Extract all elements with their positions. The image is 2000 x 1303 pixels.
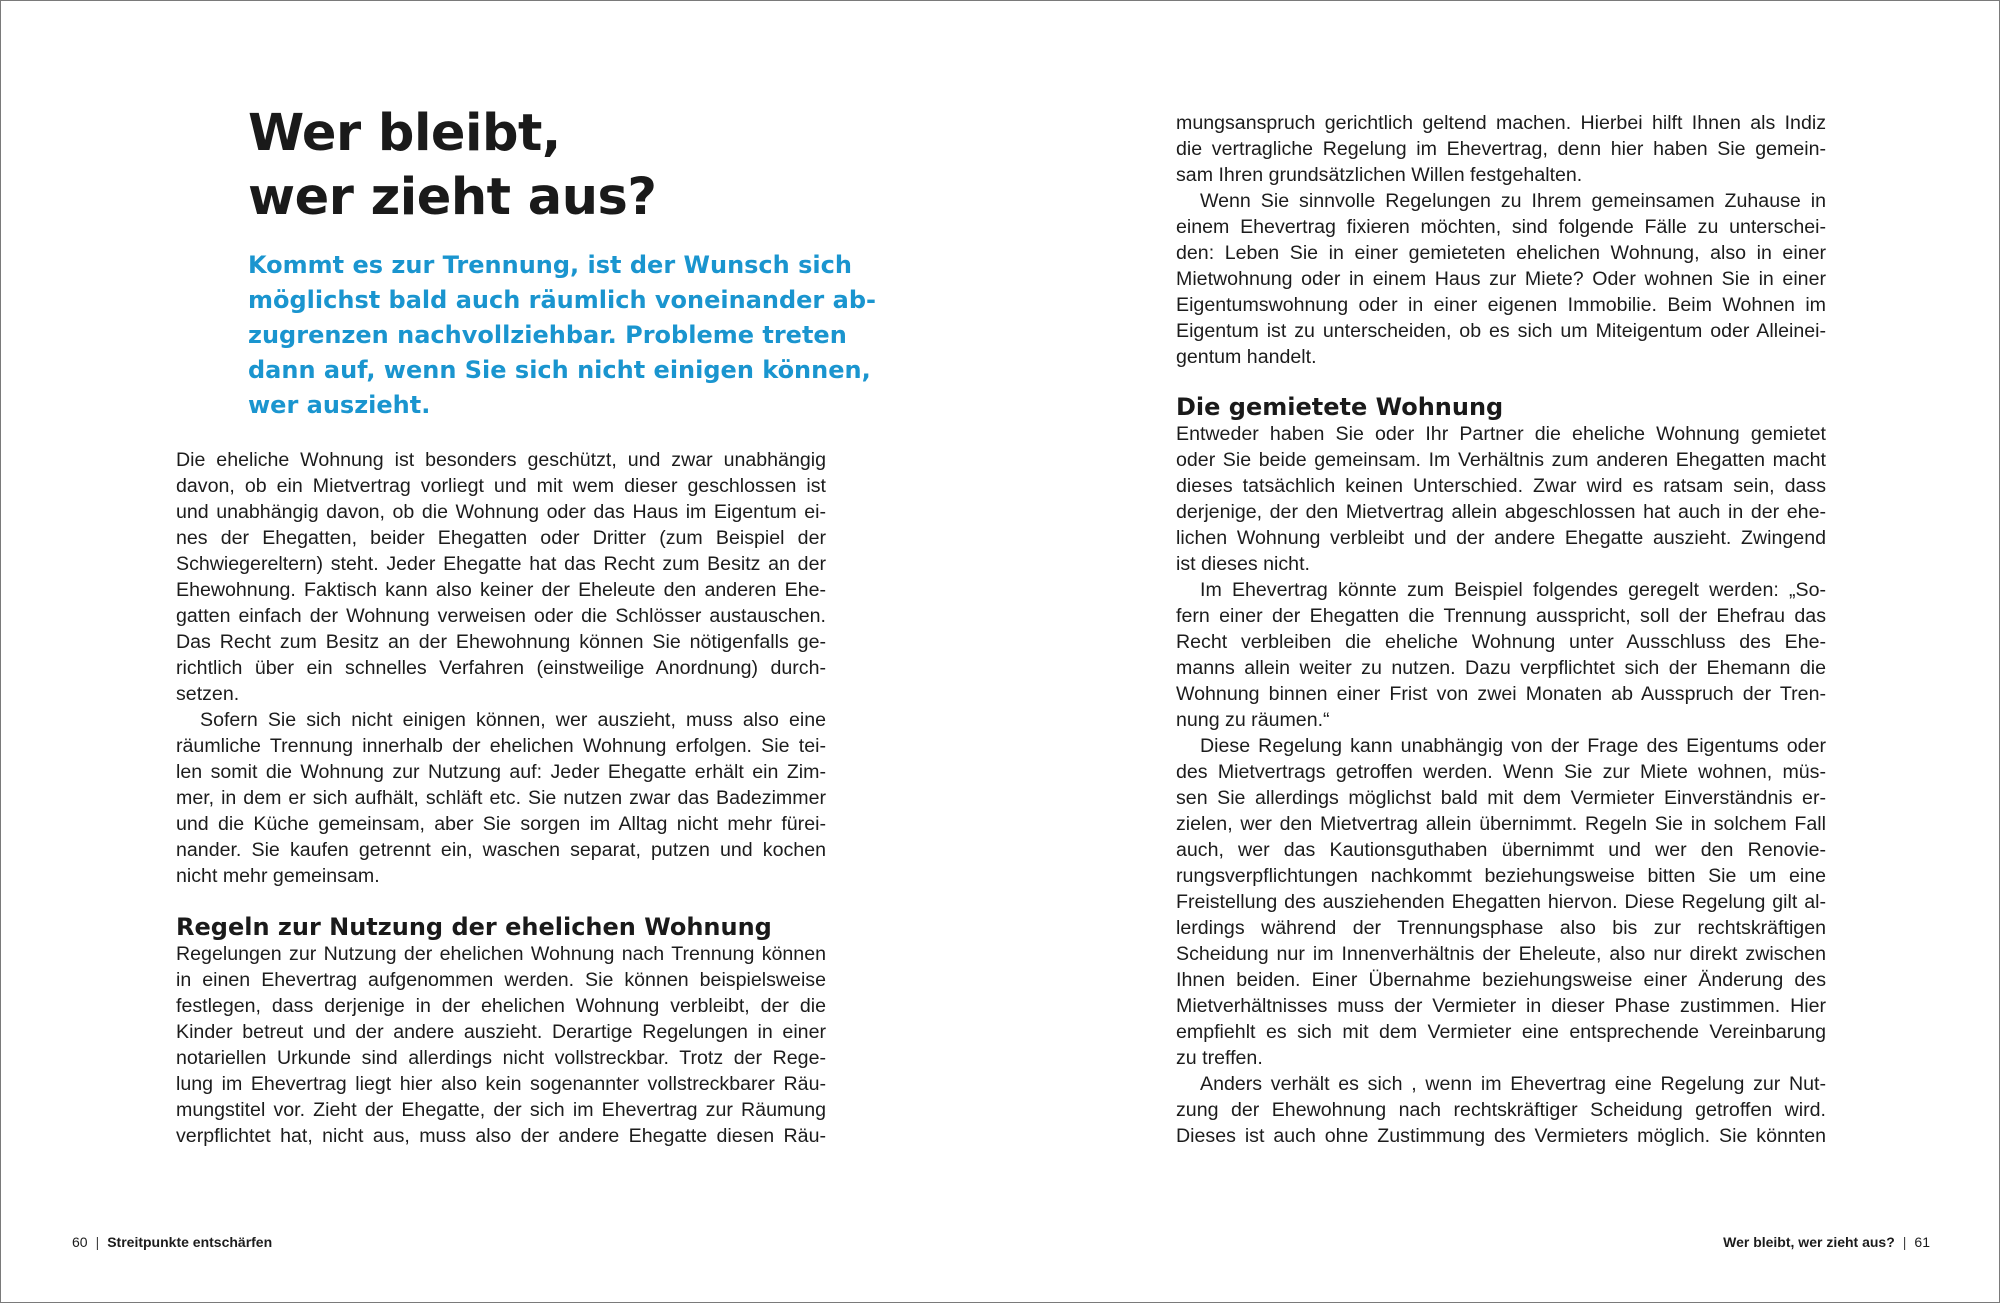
footer-separator: | [95, 1234, 100, 1250]
footer-section-title: Streitpunkte entschärfen [107, 1234, 273, 1250]
text-line: einem Ehevertrag fixieren möchten, sind folgende Fälle zu unterschei- [1176, 216, 1826, 238]
text-line: Wenn Sie sinnvolle Regelungen zu Ihrem gemeinsamen Zuhause in [1200, 190, 1826, 212]
text-line: derjenige, der den Mietvertrag allein abgeschlossen hat auch in der ehe- [1176, 501, 1826, 523]
lead-paragraph [248, 248, 876, 423]
text-line: sam Ihren grundsätzlichen Willen festgehalten. [1176, 164, 1583, 186]
text-line: mungstitel vor. Zieht der Ehegatte, der sich im Ehevertrag zur Räumung [176, 1099, 826, 1121]
lead-line: Kommt es zur Trennung, ist der Wunsch sich [248, 251, 852, 279]
left-footer [72, 1232, 272, 1252]
lead-line: dann auf, wenn Sie sich nicht einigen können, [248, 356, 871, 384]
text-line: len somit die Wohnung zur Nutzung auf: Jeder Ehegatte erhält ein Zim- [176, 761, 826, 783]
page-number: 60 [72, 1234, 88, 1250]
text-line: verpflichtet hat, nicht aus, muss also der andere Ehegatte diesen Räu- [176, 1125, 826, 1147]
text-line: Diese Regelung kann unabhängig von der Frage des Eigentums oder [1200, 735, 1826, 757]
footer-section-title: Wer bleibt, wer zieht aus? [1723, 1234, 1895, 1250]
text-line: zung der Ehewohnung nach rechtskräftiger Scheidung getroffen wird. [1176, 1099, 1826, 1121]
text-line: empfiehlt es sich mit dem Vermieter eine entsprechende Vereinbarung [1176, 1021, 1826, 1043]
chapter-title [248, 102, 868, 230]
text-line: oder Sie beide gemeinsam. Im Verhältnis zum anderen Ehegatten macht [1176, 449, 1826, 471]
text-line: gentum handelt. [1176, 346, 1317, 368]
text-line: Wohnung binnen einer Frist von zwei Monaten ab Ausspruch der Tren- [1176, 683, 1826, 705]
footer-separator: | [1902, 1234, 1907, 1250]
body-paragraph [176, 447, 826, 707]
text-line: auch, wer das Kautionsguthaben übernimmt und wer den Renovie- [1176, 839, 1826, 861]
text-line: Ehewohnung. Faktisch kann also keiner der Eheleute den anderen Ehe- [176, 579, 826, 601]
text-line: die vertragliche Regelung im Ehevertrag, denn hier haben Sie gemein- [1176, 138, 1826, 160]
text-line: den: Leben Sie in einer gemieteten ehelichen Wohnung, also in einer [1176, 242, 1826, 264]
text-line: davon, ob ein Mietvertrag vorliegt und mit wem dieser geschlossen ist [176, 475, 826, 497]
text-line: Die eheliche Wohnung ist besonders geschützt, und zwar unabhängig [176, 449, 826, 471]
text-line: des Mietvertrags getroffen werden. Wenn Sie zur Miete wohnen, müs- [1176, 761, 1826, 783]
right-footer [1723, 1232, 1930, 1252]
text-line: zu treffen. [1176, 1047, 1263, 1069]
text-line: Scheidung nur im Innenverhältnis der Eheleute, also nur direkt zwischen [1176, 943, 1826, 965]
body-paragraph [1176, 110, 1826, 188]
text-line: nung zu räumen.“ [1176, 709, 1330, 731]
text-line: Dieses ist auch ohne Zustimmung des Vermieters möglich. Sie könnten [1176, 1125, 1826, 1147]
text-line: festlegen, dass derjenige in der ehelichen Wohnung verbleibt, der die [176, 995, 826, 1017]
text-line: Mietverhältnisses muss der Vermieter in dieser Phase zustimmen. Hier [1176, 995, 1826, 1017]
spacer [1176, 370, 1826, 393]
body-paragraph [1176, 1071, 1826, 1149]
text-line: Entweder haben Sie oder Ihr Partner die eheliche Wohnung gemietet [1176, 423, 1826, 445]
text-line: dieses tatsächlich keinen Unterschied. Zwar wird es ratsam sein, dass [1176, 475, 1826, 497]
title-line: Wer bleibt, [248, 104, 561, 163]
text-line: ist dieses nicht. [1176, 553, 1310, 575]
body-paragraph [176, 707, 826, 889]
text-line: mungsanspruch gerichtlich geltend machen. Hierbei hilft Ihnen als Indiz [1176, 112, 1826, 134]
text-line: Anders verhält es sich , wenn im Ehevertrag eine Regelung zur Nut- [1200, 1073, 1826, 1095]
lead-line: möglichst bald auch räumlich voneinander ab- [248, 286, 876, 314]
text-line: lung im Ehevertrag liegt hier also kein sogenannter vollstreckbarer Räu- [176, 1073, 826, 1095]
lead-line: zugrenzen nachvollziehbar. Probleme treten [248, 321, 847, 349]
text-line: Freistellung des ausziehenden Ehegatten hiervon. Diese Regelung gilt al- [1176, 891, 1826, 913]
text-line: nander. Sie kaufen getrennt ein, waschen separat, putzen und kochen [176, 839, 826, 861]
title-line: wer zieht aus? [248, 168, 657, 227]
text-line: lichen Wohnung verbleibt und der andere Ehegatte auszieht. Zwingend [1176, 527, 1826, 549]
text-line: lerdings während der Trennungsphase also bis zur rechtskräftigen [1176, 917, 1826, 939]
lead-line: wer auszieht. [248, 391, 431, 419]
text-line: Schwiegereltern) steht. Jeder Ehegatte hat das Recht zum Besitz an der [176, 553, 826, 575]
text-line: rungsverpflichtungen nachkommt beziehungsweise bitten Sie um eine [1176, 865, 1826, 887]
text-line: in einen Ehevertrag aufgenommen werden. Sie können beispielsweise [176, 969, 826, 991]
left-body-column [176, 447, 826, 1149]
text-line: Mietwohnung oder in einem Haus zur Miete? Oder wohnen Sie in einer [1176, 268, 1826, 290]
text-line: zielen, wer den Mietvertrag allein übernimmt. Regeln Sie in solchem Fall [1176, 813, 1826, 835]
section-heading: Regeln zur Nutzung der ehelichen Wohnung [176, 913, 772, 941]
spacer [176, 889, 826, 913]
text-line: fern einer der Ehegatten die Trennung ausspricht, soll der Ehefrau das [1176, 605, 1826, 627]
text-line: Das Recht zum Besitz an der Ehewohnung können Sie nötigenfalls ge- [176, 631, 826, 653]
text-line: Eigentum ist zu unterscheiden, ob es sich um Miteigentum oder Alleinei- [1176, 320, 1826, 342]
right-body-column [1176, 110, 1826, 1149]
text-line: Kinder betreut und der andere auszieht. Derartige Regelungen in einer [176, 1021, 826, 1043]
text-line: sen Sie allerdings möglichst bald mit dem Vermieter Einverständnis er- [1176, 787, 1826, 809]
text-line: mer, in dem er sich aufhält, schläft etc. Sie nutzen zwar das Badezimmer [176, 787, 826, 809]
text-line: Sofern Sie sich nicht einigen können, wer auszieht, muss also eine [200, 709, 826, 731]
body-paragraph [1176, 421, 1826, 577]
page-number: 61 [1914, 1234, 1930, 1250]
text-line: richtlich über ein schnelles Verfahren (einstweilige Anordnung) durch- [176, 657, 826, 679]
section-heading: Die gemietete Wohnung [1176, 393, 1504, 421]
body-paragraph [1176, 733, 1826, 1071]
text-line: und unabhängig davon, ob die Wohnung oder das Haus im Eigentum ei- [176, 501, 826, 523]
text-line: Recht verbleiben die eheliche Wohnung unter Ausschluss des Ehe- [1176, 631, 1826, 653]
text-line: Eigentumswohnung oder in einer eigenen Immobilie. Beim Wohnen im [1176, 294, 1826, 316]
text-line: notariellen Urkunde sind allerdings nicht vollstreckbar. Trotz der Rege- [176, 1047, 826, 1069]
body-paragraph [176, 941, 826, 1149]
text-line: Ihnen beiden. Einer Übernahme beziehungsweise einer Änderung des [1176, 969, 1826, 991]
text-line: setzen. [176, 683, 240, 705]
text-line: räumliche Trennung innerhalb der ehelichen Wohnung erfolgen. Sie tei- [176, 735, 826, 757]
body-paragraph [1176, 188, 1826, 370]
text-line: manns allein weiter zu nutzen. Dazu verpflichtet sich der Ehemann die [1176, 657, 1826, 679]
text-line: gatten einfach der Wohnung verweisen oder die Schlösser austauschen. [176, 605, 826, 627]
text-line: Im Ehevertrag könnte zum Beispiel folgendes geregelt werden: „So- [1200, 579, 1826, 601]
text-line: und die Küche gemeinsam, aber Sie sorgen im Alltag nicht mehr fürei- [176, 813, 826, 835]
text-line: nes der Ehegatten, beider Ehegatten oder Dritter (zum Beispiel der [176, 527, 826, 549]
text-line: Regelungen zur Nutzung der ehelichen Wohnung nach Trennung können [176, 943, 826, 965]
text-line: nicht mehr gemeinsam. [176, 865, 380, 887]
body-paragraph [1176, 577, 1826, 733]
